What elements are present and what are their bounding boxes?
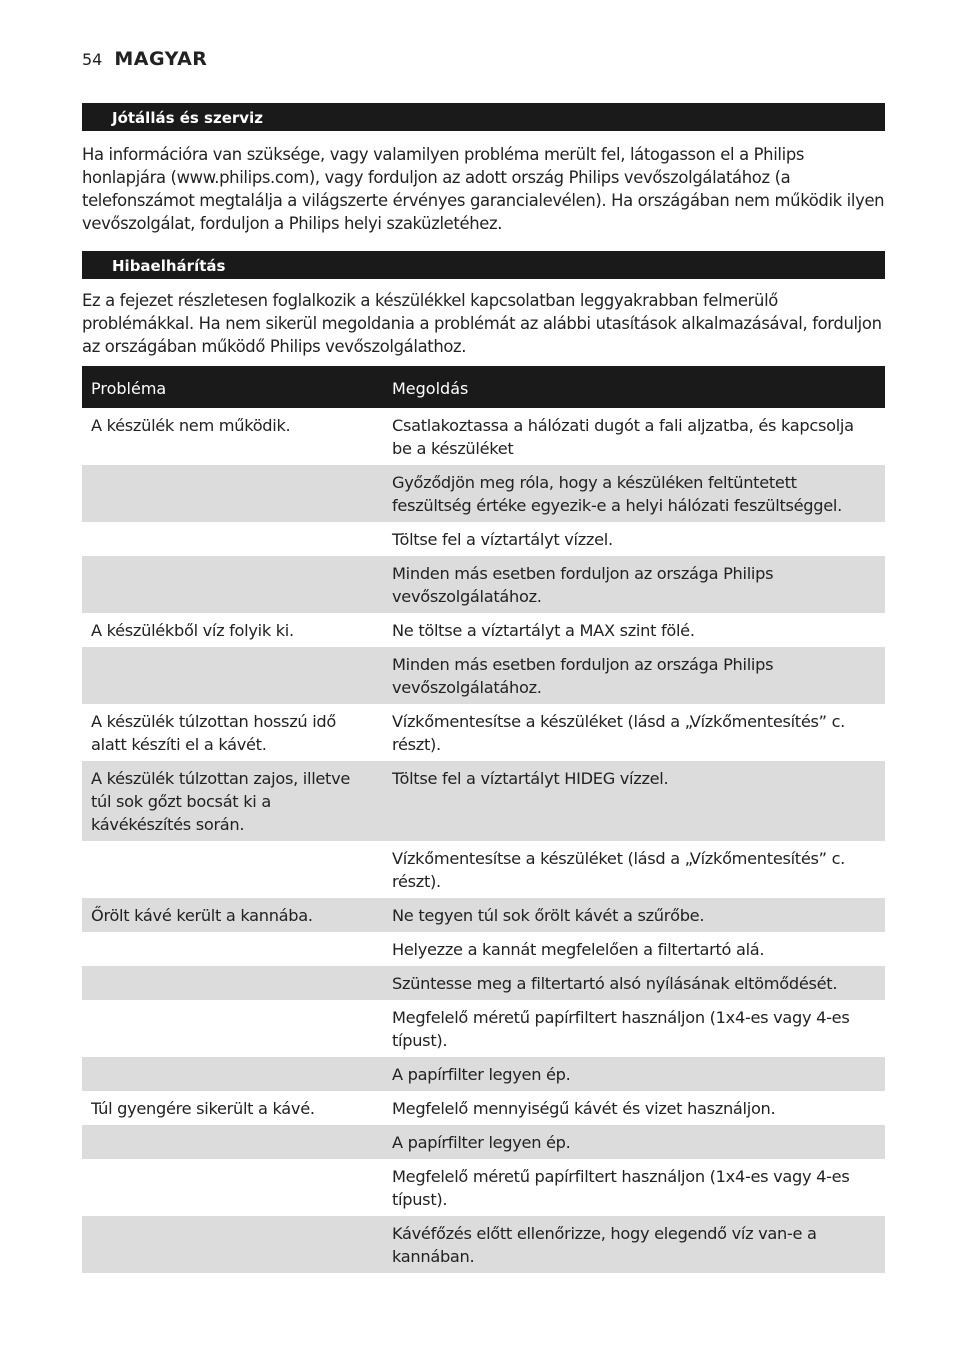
problem-cell: A készülék túlzottan zajos, illetve túl sok gőzt bocsát ki a kávékészítés során. [91,769,351,834]
solution-cell: Töltse fel a víztartályt HIDEG vízzel. [392,769,669,788]
problem-cell: A készülék nem működik. [91,416,291,435]
table-row [82,1057,885,1091]
problem-cell [82,1000,383,1057]
problem-cell [82,1125,383,1159]
column-header-solution: Megoldás [392,379,469,398]
table-row [82,613,885,647]
problem-cell [82,1159,383,1216]
problem-cell: Őrölt kávé került a kannába. [91,906,313,925]
problem-cell [82,522,383,556]
table-row [82,647,885,704]
section-title-warranty: Jótállás és szerviz [82,103,885,131]
problem-cell [82,465,383,522]
solution-cell: Megfelelő méretű papírfiltert használjon (1x4-es vagy 4-es típust). [392,1167,850,1209]
problem-cell: A készülék túlzottan hosszú idő alatt készíti el a kávét. [91,712,336,754]
problem-cell: Túl gyengére sikerült a kávé. [91,1099,315,1118]
solution-cell: Győződjön meg róla, hogy a készüléken feltüntetett feszültség értéke egyezik-e a helyi hálózati feszültséggel. [392,473,842,515]
solution-cell: Töltse fel a víztartályt vízzel. [392,530,613,549]
table-row [82,932,885,966]
solution-cell: A papírfilter legyen ép. [392,1065,571,1084]
problem-cell [82,966,383,1000]
solution-cell: Helyezze a kannát megfelelően a filtertartó alá. [392,940,765,959]
solution-cell: Vízkőmentesítse a készüléket (lásd a „Vízkőmentesítés” c. részt). [392,849,846,891]
table-header [82,366,885,408]
problem-cell [82,841,383,898]
troubleshooting-table [82,366,885,1273]
warranty-paragraph: Ha információra van szüksége, vagy valamilyen probléma merült fel, látogasson el a Philips honlapjára (www.philips.com), vagy forduljon az adott ország Philips vevőszolgálatához (a telefonszámot megtalálja a világszerte érvényes garancialevélen). Ha országában nem működik ilyen vevőszolgálat, forduljon a Philips helyi szaküzletéhez. [82,145,885,233]
section-title-troubleshooting: Hibaelhárítás [82,251,885,279]
table-row [82,1091,885,1125]
problem-cell [82,932,383,966]
table-row [82,522,885,556]
table-row [82,408,885,465]
solution-cell: Ne tegyen túl sok őrölt kávét a szűrőbe. [392,906,705,925]
table-row [82,898,885,932]
problem-cell [82,647,383,704]
solution-cell: Megfelelő méretű papírfiltert használjon (1x4-es vagy 4-es típust). [392,1008,850,1050]
solution-cell: Kávéfőzés előtt ellenőrizze, hogy elegendő víz van-e a kannában. [392,1224,817,1266]
problem-cell [82,1057,383,1091]
solution-cell: Szüntesse meg a filtertartó alsó nyílásának eltömődését. [392,974,838,993]
table-row [82,1159,885,1216]
problem-cell [82,1216,383,1273]
table-row [82,465,885,522]
table-row [82,1125,885,1159]
page-number: 54 [82,50,103,69]
troubleshooting-paragraph: Ez a fejezet részletesen foglalkozik a készülékkel kapcsolatban leggyakrabban felmerülő problémákkal. Ha nem sikerül megoldania a problémát az alábbi utasítások alkalmazásával, forduljon az országában működő Philips vevőszolgálathoz. [82,291,882,356]
problem-cell [82,556,383,613]
solution-cell: Ne töltse a víztartályt a MAX szint fölé. [392,621,695,640]
table-row [82,966,885,1000]
solution-cell: Megfelelő mennyiségű kávét és vizet használjon. [392,1099,776,1118]
page-header [82,48,207,74]
solution-cell: Vízkőmentesítse a készüléket (lásd a „Vízkőmentesítés” c. részt). [392,712,846,754]
solution-cell: Minden más esetben forduljon az országa Philips vevőszolgálatához. [392,564,774,606]
table-row [82,556,885,613]
column-header-problem: Probléma [91,379,167,398]
problem-cell: A készülékből víz folyik ki. [91,621,294,640]
table-row [82,1000,885,1057]
table-row [82,704,885,761]
language-title: MAGYAR [114,48,208,70]
solution-cell: Csatlakoztassa a hálózati dugót a fali aljzatba, és kapcsolja be a készüléket [392,416,854,458]
solution-cell: A papírfilter legyen ép. [392,1133,571,1152]
table-row [82,761,885,841]
table-row [82,1216,885,1273]
table-row [82,841,885,898]
solution-cell: Minden más esetben forduljon az országa Philips vevőszolgálatához. [392,655,774,697]
